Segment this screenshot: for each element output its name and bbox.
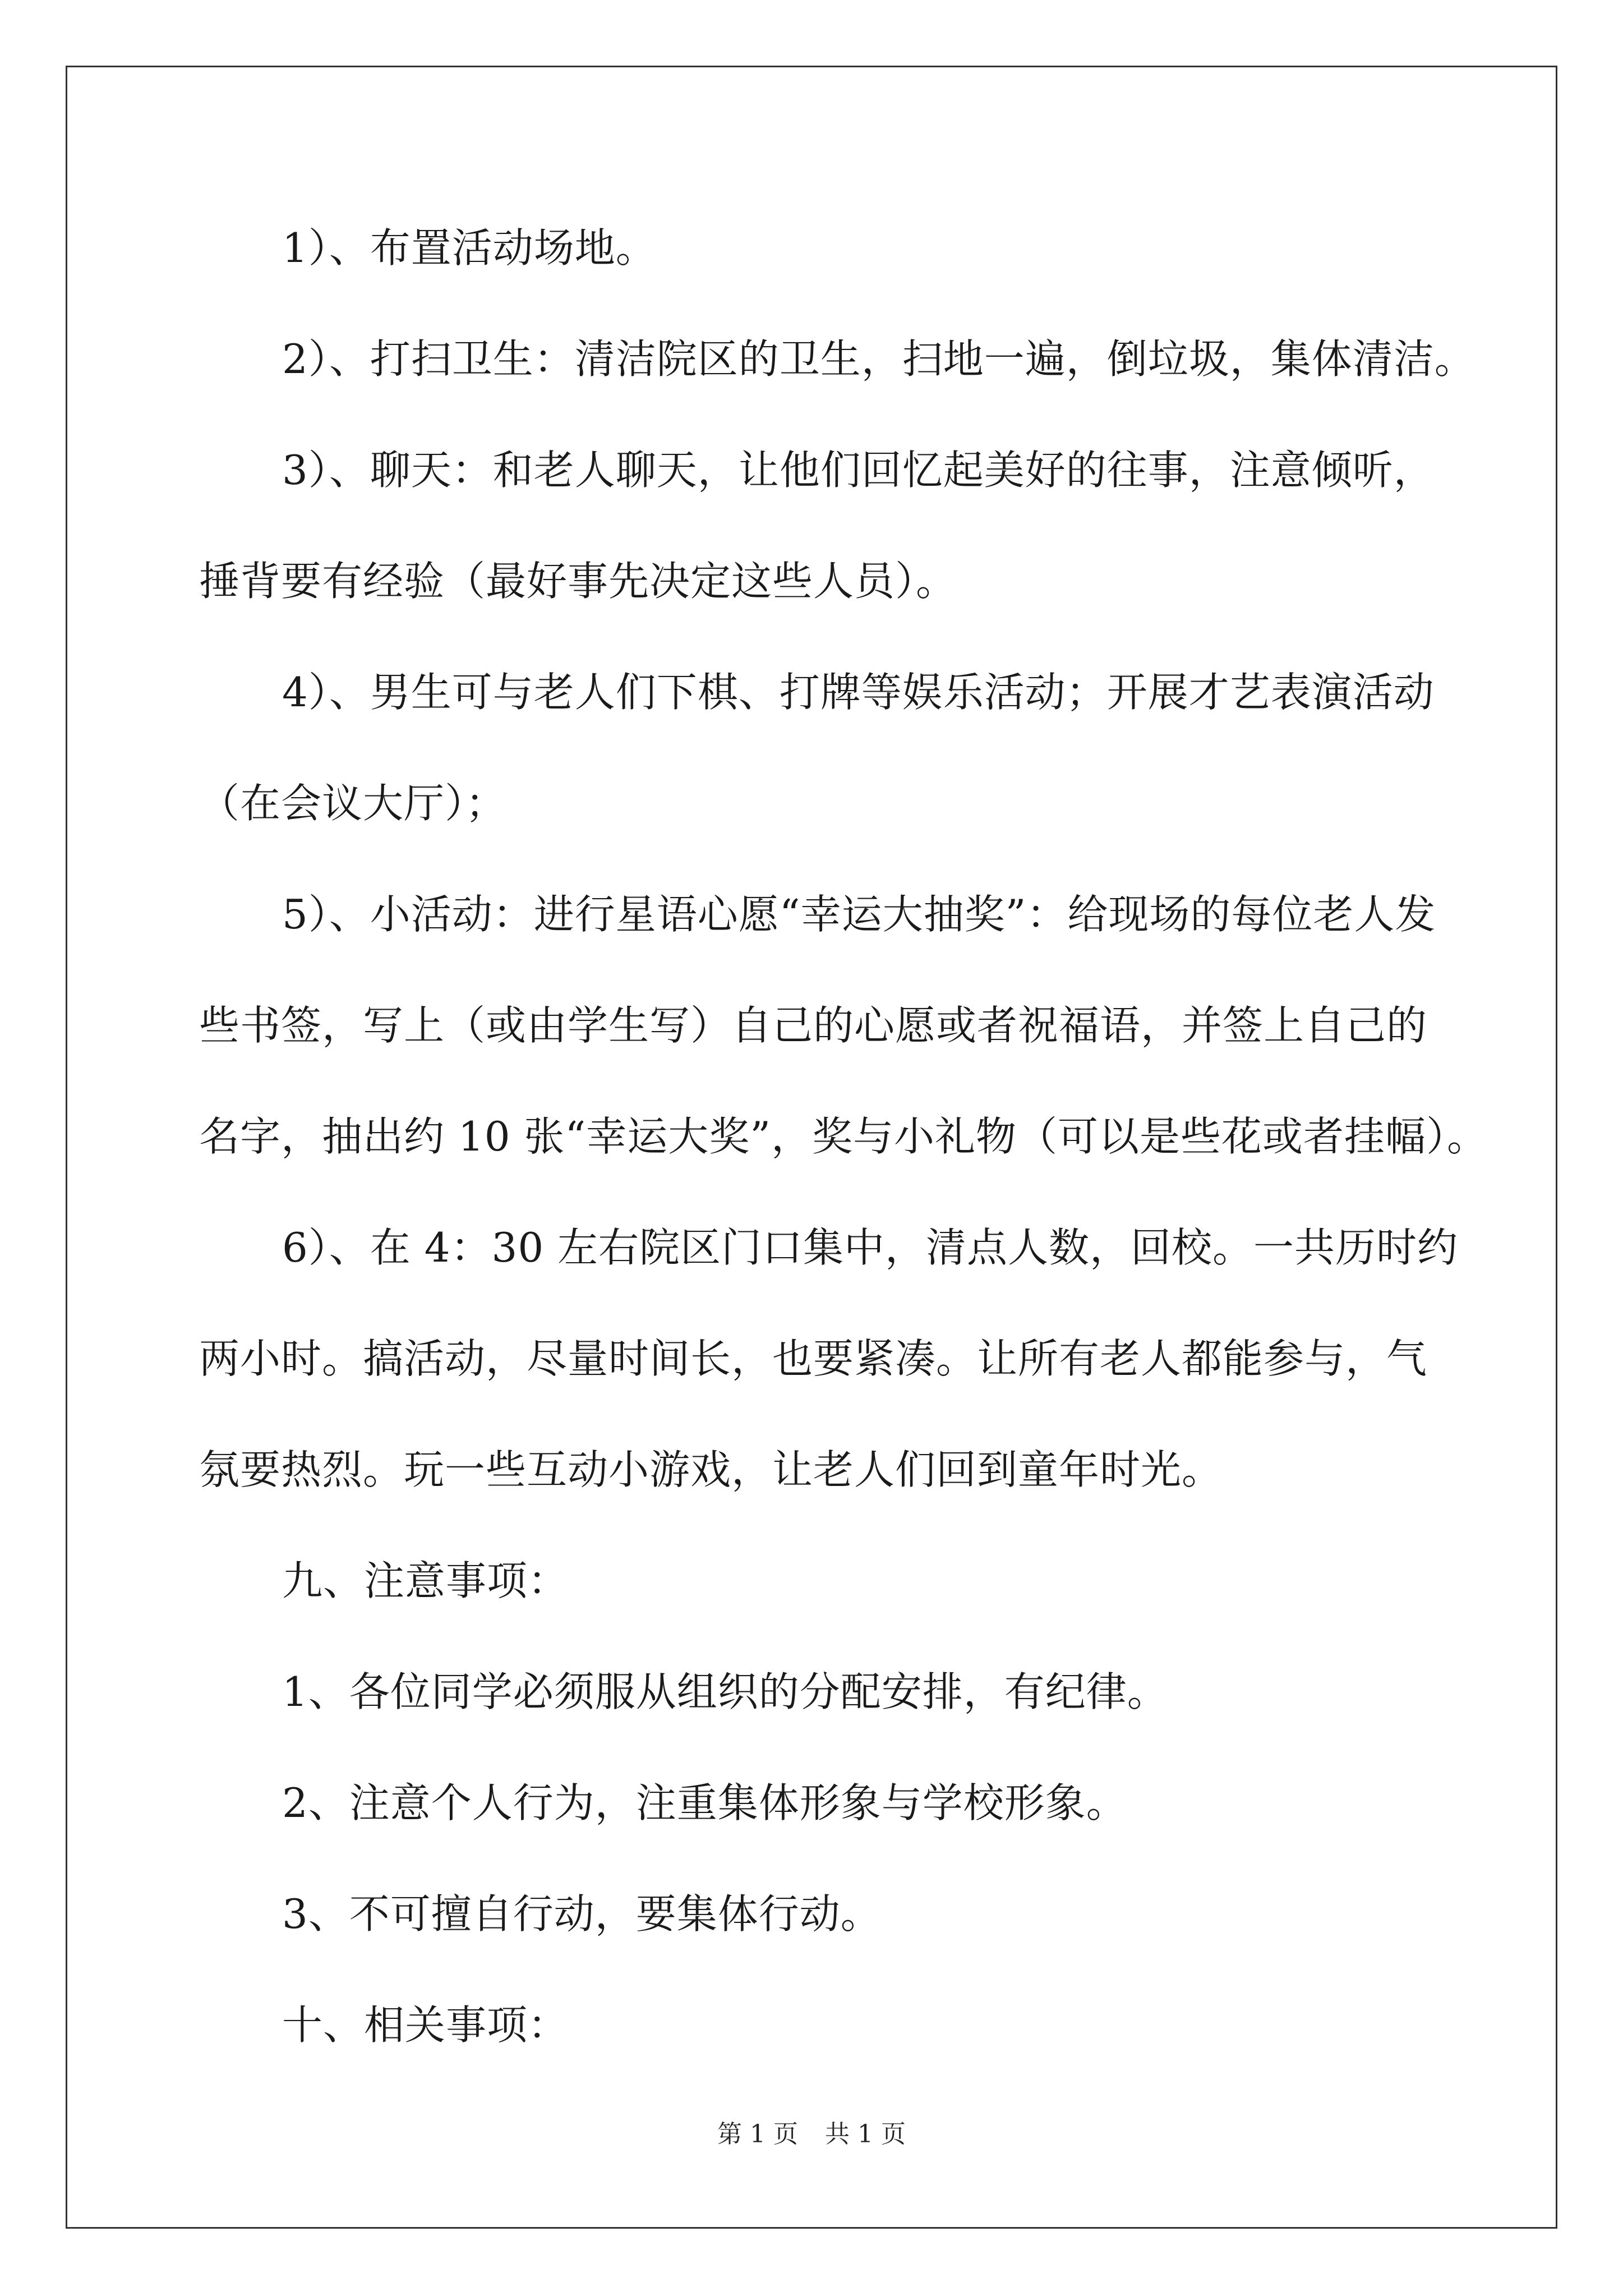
paragraph-line: 4）、男生可与老人们下棋、打牌等娱乐活动；开展才艺表演活动 [282, 669, 1435, 716]
section-heading: 九、注意事项： [282, 1557, 569, 1604]
page-footer [0, 2118, 1623, 2151]
paragraph-line: 3）、聊天：和老人聊天，让他们回忆起美好的往事，注意倾听， [282, 447, 1435, 494]
paragraph-line: 5）、小活动：进行星语心愿“幸运大抽奖”：给现场的每位老人发 [282, 891, 1436, 938]
paragraph-line: 6）、在 4：30 左右院区门口集中，清点人数，回校。一共历时约 [282, 1224, 1459, 1271]
page-number: 第 1 页 [717, 2120, 798, 2148]
paragraph-line: 名字，抽出约 10 张“幸运大奖”，奖与小礼物（可以是些花或者挂幅）。 [199, 1113, 1488, 1160]
paragraph-line: 2）、打扫卫生：清洁院区的卫生，扫地一遍，倒垃圾，集体清洁。 [282, 335, 1476, 383]
paragraph-line: 氛要热烈。玩一些互动小游戏，让老人们回到童年时光。 [199, 1446, 1223, 1493]
page-count: 共 1 页 [825, 2120, 906, 2148]
paragraph-line: 1）、布置活动场地。 [282, 224, 657, 272]
paragraph-line: 3、不可擅自行动，要集体行动。 [282, 1890, 882, 1938]
paragraph-line: 两小时。搞活动，尽量时间长，也要紧凑。让所有老人都能参与，气 [199, 1335, 1428, 1382]
paragraph-line: （在会议大厅）； [199, 780, 507, 827]
paragraph-line: 1、各位同学必须服从组织的分配安排，有纪律。 [282, 1668, 1168, 1715]
paragraph-line: 捶背要有经验（最好事先决定这些人员）。 [199, 558, 957, 605]
paragraph-line: 些书签，写上（或由学生写）自己的心愿或者祝福语，并签上自己的 [199, 1002, 1428, 1049]
section-heading: 十、相关事项： [282, 2001, 569, 2049]
paragraph-line: 2、注意个人行为，注重集体形象与学校形象。 [282, 1779, 1127, 1826]
